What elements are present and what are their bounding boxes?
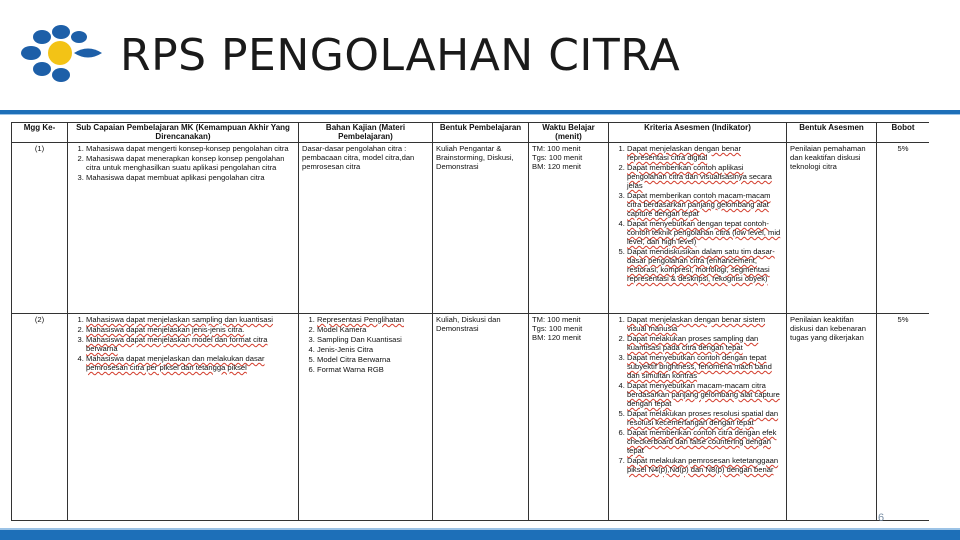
waktu-line: BM: 120 menit (532, 333, 581, 342)
list-item: 2. Model Kamera (317, 325, 429, 334)
header-bentuk-pembelajaran: Bentuk Pembelajaran (433, 123, 529, 143)
list-item: 2. Mahasiswa dapat menjelaskan jenis-jenis citra. (86, 325, 295, 334)
cell-bentuk-asesmen: Penilaian pemahaman dan keaktifan diskusi teknologi citra (787, 143, 877, 314)
cell-week: (1) (12, 143, 68, 314)
cell-bobot: 5% (877, 314, 930, 521)
header-sub-cp: Sub Capaian Pembelajaran MK (Kemampuan Akhir Yang Direncanakan) (68, 123, 299, 143)
list-item: 1. Dapat menjelaskan dengan benar representasi citra digital (627, 144, 783, 162)
list-item: 7. Dapat melakukan pemrosesan ketetanggaan piksel N4(p),Nd(p) dan N8(p) dengan benar (627, 456, 783, 474)
header-divider-light (0, 114, 960, 115)
cell-week: (2) (12, 314, 68, 521)
header-bentuk-asesmen: Bentuk Asesmen (787, 123, 877, 143)
list-item: 2. Dapat memberikan contoh aplikasi pengolahan citra dan visualisasinya secara jelas (627, 163, 783, 190)
list-item: 3. Mahasiswa dapat menjelaskan model dan format citra berwarna (86, 335, 295, 353)
page-number: 6 (878, 512, 885, 524)
header-bobot: Bobot (877, 123, 930, 143)
cell-kriteria-asesmen (609, 314, 787, 521)
list-item: 6. Format Warna RGB (317, 365, 429, 374)
list-item: 2. Dapat melakukan proses sampling dan kuantisasi pada citra dengan tepat (627, 334, 783, 352)
table-row (12, 143, 930, 314)
header-week: Mgg Ke- (12, 123, 68, 143)
waktu-line: TM: 100 menit (532, 315, 581, 324)
cell-waktu-belajar (529, 314, 609, 521)
header-kriteria-asesmen: Kriteria Asesmen (Indikator) (609, 123, 787, 143)
waktu-line: Tgs: 100 menit (532, 153, 583, 162)
cell-bentuk-asesmen: Penilaian keaktifan diskusi dan kebenaran tugas yang dikerjakan (787, 314, 877, 521)
slide-title: RPS PENGOLAHAN CITRA (120, 30, 681, 81)
list-item: 3. Mahasiswa dapat membuat aplikasi pengolahan citra (86, 173, 295, 182)
list-item: 1. Representasi Penglihatan (317, 315, 429, 324)
waktu-line: BM: 120 menit (532, 162, 581, 171)
list-item: 4. Dapat menyebutkan dengan tepat contoh-contoh teknik pengolahan citra (low level, mid level, dan high level) (627, 219, 783, 246)
cell-waktu-belajar (529, 143, 609, 314)
waktu-line: TM: 100 menit (532, 144, 581, 153)
list-item: 4. Mahasiswa dapat menjelaskan dan melakukan dasar pemrosesan citra per piksel dan tetangga piksel (86, 354, 295, 372)
list-item: 3. Sampling Dan Kuantisasi (317, 335, 429, 344)
waktu-line: Tgs: 100 menit (532, 324, 583, 333)
list-item: 3. Dapat menyebutkan contoh dengan tepat subyektif brightness, fenomena mach band dan simultan kontras (627, 353, 783, 380)
list-item: 6. Dapat memberikan contoh citra dengan efek checkerboard dan false countering dengan tepat (627, 428, 783, 455)
table-header-row (12, 123, 930, 143)
cell-bentuk-pembelajaran: Kuliah Pengantar & Brainstorming, Diskusi, Demonstrasi (433, 143, 529, 314)
list-item: 4. Dapat menyebutkan macam-macam citra berdasarkan panjang gelombang alat capture dengan tepat (627, 381, 783, 408)
list-item: 5. Dapat melakukan proses resolusi spatial dan resolusi kecemerlangan dengan tepat (627, 409, 783, 427)
list-item: 4. Jenis-Jenis Citra (317, 345, 429, 354)
footer-bar (0, 530, 960, 540)
list-item: 2. Mahasiswa dapat menerapkan konsep konsep pengolahan citra untuk menghasilkan suatu aplikasi pengolahan citra (86, 154, 295, 172)
cell-bahan-kajian (299, 314, 433, 521)
cell-bahan-kajian: Dasar-dasar pengolahan citra : pembacaan citra, model citra,dan pemrosesan citra (299, 143, 433, 314)
rps-table (11, 122, 929, 521)
header-waktu-belajar: Waktu Belajar (menit) (529, 123, 609, 143)
list-item: 1. Dapat menjelaskan dengan benar sistem visual manusia (627, 315, 783, 333)
cell-bentuk-pembelajaran: Kuliah, Diskusi dan Demonstrasi (433, 314, 529, 521)
header-bahan-kajian: Bahan Kajian (Materi Pembelajaran) (299, 123, 433, 143)
rps-table-container (11, 122, 929, 527)
cell-bobot: 5% (877, 143, 930, 314)
list-item: 5. Model Citra Berwarna (317, 355, 429, 364)
list-item: 3. Dapat memberikan contoh macam-macam citra berdasarkan panjang gelombang alat capture dengan tepat (627, 191, 783, 218)
table-row (12, 314, 930, 521)
cell-kriteria-asesmen (609, 143, 787, 314)
list-item: 1. Mahasiswa dapat menjelaskan sampling dan kuantisasi (86, 315, 295, 324)
cell-sub-cp (68, 314, 299, 521)
list-item: 5. Dapat mendiskusikan dalam satu tim dasar-dasar pengolahan citra (enhancement, restorasi, kompresi, morfologi, segmentasi representasi & deskripsi, rekognisi obyek) (627, 247, 783, 283)
cell-sub-cp (68, 143, 299, 314)
list-item: 1. Mahasiswa dapat mengerti konsep-konsep pengolahan citra (86, 144, 295, 153)
university-logo (16, 22, 106, 84)
